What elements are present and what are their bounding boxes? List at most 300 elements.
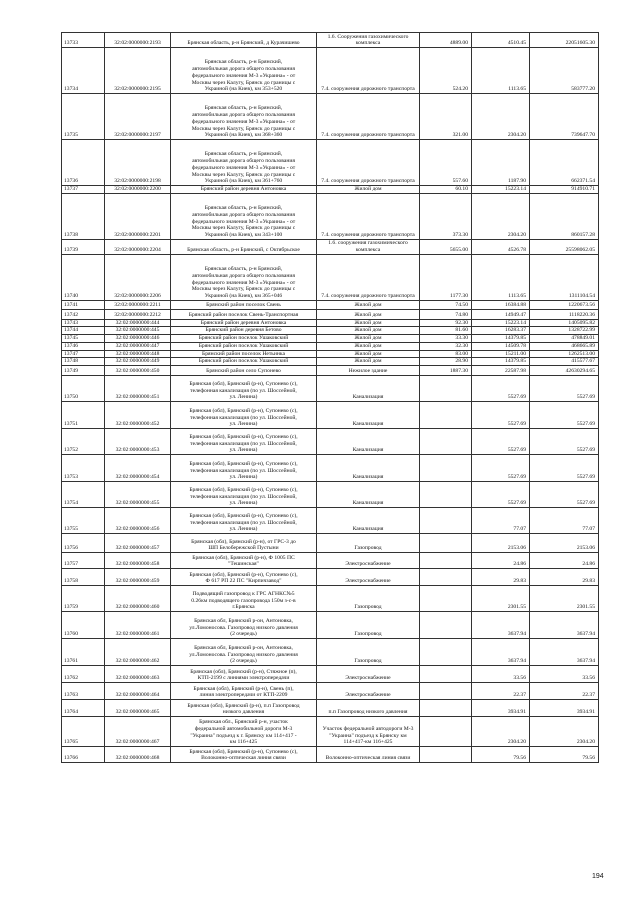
cadastral-value-cell: 739647.70 bbox=[530, 94, 599, 140]
unit-rate-cell: 2301.55 bbox=[472, 585, 530, 611]
address-line: Брянская (обл), Брянский (р-н), от ГРС-3 до bbox=[191, 538, 296, 545]
cadastral-number-cell: 32:02:0000000:447 bbox=[105, 342, 171, 350]
address-line: Брянская обл, Брянский р-он, Антоновка, bbox=[194, 644, 293, 651]
unit-rate-cell: 15223.14 bbox=[472, 186, 530, 194]
table-row bbox=[62, 193, 599, 239]
unit-rate-cell: 16384.88 bbox=[472, 300, 530, 309]
table-row bbox=[62, 585, 599, 611]
cadastral-value-cell: 5527.69 bbox=[530, 428, 599, 454]
address-line: федерального значения М-3 «Украина» - от bbox=[191, 118, 296, 125]
table-row bbox=[62, 533, 599, 552]
cadastral-value-cell: 33.56 bbox=[530, 665, 599, 682]
row-number-cell: 13765 bbox=[62, 716, 105, 746]
cadastral-value-cell: 914910.71 bbox=[530, 186, 599, 194]
cadastral-value-cell: 1311104.54 bbox=[530, 254, 599, 300]
address-line: Москвы через Калугу, Брянск до границы с bbox=[191, 125, 296, 132]
address-line: (2 очередь) bbox=[230, 631, 257, 638]
address-line: автомобильная дорога общего пользования bbox=[192, 158, 295, 165]
table-row bbox=[62, 552, 599, 568]
address-line: "Украина" подъезд к г. Брянску км 114+417 - bbox=[190, 732, 297, 739]
table-row bbox=[62, 342, 599, 350]
table-row bbox=[62, 186, 599, 194]
length-area-cell bbox=[420, 699, 472, 716]
object-type-cell: Канализация bbox=[317, 375, 420, 401]
address-line: автомобильная дорога общего пользования bbox=[192, 211, 295, 218]
address-line: Брянская (обл), Брянский (р-н), Супонево (с), bbox=[189, 433, 298, 440]
row-number-cell: 13741 bbox=[62, 300, 105, 309]
address-cell bbox=[171, 568, 317, 585]
address-line: Брянская область, р-н Брянский, д Курачишево bbox=[187, 40, 300, 47]
address-cell bbox=[171, 611, 317, 638]
address-cell bbox=[171, 239, 317, 254]
cadastral-value-cell: 1262513.00 bbox=[530, 350, 599, 358]
address-line: Брянский район деревня Антоновка bbox=[200, 186, 287, 192]
address-cell bbox=[171, 552, 317, 568]
row-number-cell: 13737 bbox=[62, 186, 105, 194]
length-area-cell: 4889.00 bbox=[420, 33, 472, 48]
address-cell bbox=[171, 350, 317, 358]
cadastral-number-cell: 32:02:0000000:2198 bbox=[105, 140, 171, 186]
address-cell bbox=[171, 682, 317, 699]
length-area-cell bbox=[420, 428, 472, 454]
cadastral-value-cell: 1220673.56 bbox=[530, 300, 599, 309]
address-line: Брянский район поселок Свень bbox=[206, 302, 281, 308]
unit-rate-cell: 15211.00 bbox=[472, 350, 530, 358]
row-number-cell: 13757 bbox=[62, 552, 105, 568]
cadastral-value-cell: 5527.69 bbox=[530, 375, 599, 401]
address-cell bbox=[171, 375, 317, 401]
row-number-cell: 13753 bbox=[62, 454, 105, 481]
unit-rate-cell: 14949.47 bbox=[472, 309, 530, 319]
cadastral-value-cell: 77.07 bbox=[530, 507, 599, 533]
object-type-cell: Газопровод bbox=[317, 638, 420, 665]
cadastral-number-cell: 32:02:0000000:464 bbox=[105, 682, 171, 699]
cadastral-number-cell: 32:02:0000000:2206 bbox=[105, 254, 171, 300]
table-row bbox=[62, 507, 599, 533]
address-line: Брянская (обл), Брянский (р-н), Супонево (с), bbox=[189, 460, 298, 467]
row-number-cell: 13736 bbox=[62, 140, 105, 186]
cadastral-value-cell: 3934.91 bbox=[530, 699, 599, 716]
address-line: Украиной (на Киев), км 368+360 bbox=[204, 132, 283, 139]
row-number-cell: 13766 bbox=[62, 746, 105, 762]
address-line: Волоконно-оптическая линия связи bbox=[201, 755, 286, 762]
row-number-cell: 13743 bbox=[62, 319, 105, 327]
cadastral-number-cell: 32:02:0000000:462 bbox=[105, 638, 171, 665]
length-area-cell bbox=[420, 401, 472, 428]
address-line: Москвы через Калугу, Брянск до границы с bbox=[191, 79, 296, 86]
object-type-cell: Канализация bbox=[317, 401, 420, 428]
cadastral-number-cell: 32:02:0000000:461 bbox=[105, 611, 171, 638]
table-row bbox=[62, 358, 599, 366]
unit-rate-cell: 22587.98 bbox=[472, 365, 530, 375]
row-number-cell: 13755 bbox=[62, 507, 105, 533]
cadastral-number-cell: 32:02:0000000:2193 bbox=[105, 33, 171, 48]
address-line: Брянский район поселок Ушаковский bbox=[198, 335, 289, 342]
table-row bbox=[62, 335, 599, 343]
unit-rate-cell: 5527.69 bbox=[472, 375, 530, 401]
object-type-cell: 7.4. сооружения дорожного транспорта bbox=[317, 193, 420, 239]
object-type-cell: Жилой дом bbox=[317, 309, 420, 319]
document-sheet bbox=[61, 32, 598, 763]
cadastral-number-cell: 32:02:0000000:2211 bbox=[105, 300, 171, 309]
length-area-cell bbox=[420, 665, 472, 682]
cadastral-value-cell: 5527.69 bbox=[530, 401, 599, 428]
object-type-cell: 7.4. сооружения дорожного транспорта bbox=[317, 48, 420, 94]
cadastral-number-cell: 32:02:0000000:449 bbox=[105, 358, 171, 366]
table-row bbox=[62, 309, 599, 319]
address-line: Брянский район поселок Ушаковский bbox=[198, 358, 289, 365]
address-line: Брянская (обл), Брянский (р-н), Супонево (с), bbox=[189, 380, 298, 387]
row-number-cell: 13744 bbox=[62, 327, 105, 335]
address-line: Брянский район поселок Нетьинка bbox=[202, 350, 285, 357]
cadastral-value-cell: 468665.89 bbox=[530, 342, 599, 350]
address-line: ул. Ленина) bbox=[229, 421, 258, 428]
table-row bbox=[62, 682, 599, 699]
length-area-cell: 81.60 bbox=[420, 327, 472, 335]
address-line: Украиной (на Киев), км 365+046 bbox=[204, 293, 283, 299]
length-area-cell: 60.10 bbox=[420, 186, 472, 194]
table-row bbox=[62, 94, 599, 140]
cadastral-value-cell: 24.86 bbox=[530, 552, 599, 568]
row-number-cell: 13747 bbox=[62, 350, 105, 358]
address-line: ул.Ломоносова. Газопровод низкого давления bbox=[189, 624, 298, 631]
table-body bbox=[62, 33, 599, 763]
cadastral-value-cell: 478849.01 bbox=[530, 335, 599, 343]
address-cell bbox=[171, 319, 317, 327]
address-cell bbox=[171, 342, 317, 350]
cadastral-value-cell: 2153.06 bbox=[530, 533, 599, 552]
address-line: федерального значения М-3 «Украина» - от bbox=[191, 164, 296, 171]
row-number-cell: 13742 bbox=[62, 309, 105, 319]
cadastral-value-cell: 25598062.05 bbox=[530, 239, 599, 254]
unit-rate-cell: 5527.69 bbox=[472, 481, 530, 507]
address-cell bbox=[171, 699, 317, 716]
length-area-cell: 32.30 bbox=[420, 342, 472, 350]
table-row bbox=[62, 327, 599, 335]
object-type-cell: Газопровод bbox=[317, 611, 420, 638]
table-row bbox=[62, 48, 599, 94]
address-line: федерального значения М-3 «Украина» - от bbox=[191, 72, 296, 79]
address-cell bbox=[171, 401, 317, 428]
unit-rate-cell: 14379.85 bbox=[472, 335, 530, 343]
cadastral-number-cell: 32:02:0000000:465 bbox=[105, 699, 171, 716]
unit-rate-cell: 2304.20 bbox=[472, 94, 530, 140]
object-type-cell: Газопровод bbox=[317, 585, 420, 611]
row-number-cell: 13749 bbox=[62, 365, 105, 375]
row-number-cell: 13750 bbox=[62, 375, 105, 401]
cadastral-value-cell: 79.56 bbox=[530, 746, 599, 762]
address-line: Брянская (обл), Брянский (р-н), Ф 1005 ПС bbox=[192, 554, 295, 561]
length-area-cell bbox=[420, 552, 472, 568]
address-cell bbox=[171, 358, 317, 366]
table-row bbox=[62, 350, 599, 358]
object-type-cell: Жилой дом bbox=[317, 186, 420, 194]
address-cell bbox=[171, 454, 317, 481]
cadastral-number-cell: 32:02:0000000:452 bbox=[105, 401, 171, 428]
unit-rate-cell: 5527.69 bbox=[472, 401, 530, 428]
length-area-cell bbox=[420, 716, 472, 746]
object-type-cell: Жилой дом bbox=[317, 319, 420, 327]
unit-rate-cell: 2304.20 bbox=[472, 716, 530, 746]
row-number-cell: 13751 bbox=[62, 401, 105, 428]
address-cell bbox=[171, 140, 317, 186]
table-row bbox=[62, 239, 599, 254]
unit-rate-cell: 2153.06 bbox=[472, 533, 530, 552]
object-type-cell: Участок федеральной автодороги М-3 "Украина" подъезд к Брянску км 114+417-км 116+425 bbox=[317, 716, 420, 746]
cadastral-value-cell: 3637.94 bbox=[530, 611, 599, 638]
address-line: КТП-2199 с линиями электропередачи bbox=[197, 675, 290, 682]
cadastral-value-cell: 22051605.30 bbox=[530, 33, 599, 48]
unit-rate-cell: 79.56 bbox=[472, 746, 530, 762]
object-type-cell: Жилой дом bbox=[317, 350, 420, 358]
address-line: г.Брянска bbox=[232, 604, 255, 611]
address-cell bbox=[171, 309, 317, 319]
object-type-cell: Канализация bbox=[317, 481, 420, 507]
row-number-cell: 13752 bbox=[62, 428, 105, 454]
cadastral-value-cell: 22.37 bbox=[530, 682, 599, 699]
address-line: ул. Ленина) bbox=[229, 447, 258, 454]
address-line: телефонная канализация (по ул. Шоссейной, bbox=[190, 467, 297, 474]
unit-rate-cell: 22.37 bbox=[472, 682, 530, 699]
length-area-cell bbox=[420, 746, 472, 762]
unit-rate-cell: 3637.94 bbox=[472, 611, 530, 638]
address-line: Брянская (обл), Брянский (р-н), Супонево (с), bbox=[189, 407, 298, 414]
table-row bbox=[62, 33, 599, 48]
address-cell bbox=[171, 428, 317, 454]
row-number-cell: 13756 bbox=[62, 533, 105, 552]
address-cell bbox=[171, 300, 317, 309]
address-cell bbox=[171, 186, 317, 194]
cadastral-number-cell: 32:02:0000000:451 bbox=[105, 375, 171, 401]
length-area-cell: 74.50 bbox=[420, 300, 472, 309]
table-row bbox=[62, 716, 599, 746]
address-line: автомобильная дорога общего пользования bbox=[192, 66, 295, 73]
unit-rate-cell: 5527.69 bbox=[472, 454, 530, 481]
unit-rate-cell: 4526.78 bbox=[472, 239, 530, 254]
page-number: 194 bbox=[592, 873, 604, 880]
object-type-cell: п.п Газопровод низкого давления bbox=[317, 699, 420, 716]
address-line: Брянская (обл), Брянский (р-н), Супонево (с), bbox=[189, 571, 298, 578]
address-line: автомобильная дорога общего пользования bbox=[192, 112, 295, 119]
address-line: Брянская обл., Брянский р-н, участок bbox=[199, 719, 288, 726]
unit-rate-cell: 1113.65 bbox=[472, 254, 530, 300]
cadastral-number-cell: 32:02:0000000:455 bbox=[105, 481, 171, 507]
length-area-cell bbox=[420, 682, 472, 699]
unit-rate-cell: 2304.20 bbox=[472, 193, 530, 239]
address-line: км 116+425 bbox=[229, 739, 258, 746]
cadastral-value-cell: 1118220.36 bbox=[530, 309, 599, 319]
cadastral-number-cell: 32:02:0000000:453 bbox=[105, 428, 171, 454]
row-number-cell: 13739 bbox=[62, 239, 105, 254]
cadastral-number-cell: 32:02:0000000:448 bbox=[105, 350, 171, 358]
address-cell bbox=[171, 335, 317, 343]
row-number-cell: 13746 bbox=[62, 342, 105, 350]
unit-rate-cell: 16283.37 bbox=[472, 327, 530, 335]
address-cell bbox=[171, 327, 317, 335]
cadastral-number-cell: 32:02:0000000:457 bbox=[105, 533, 171, 552]
row-number-cell: 13734 bbox=[62, 48, 105, 94]
address-line: низкого давления bbox=[222, 709, 265, 716]
object-type-cell: Жилой дом bbox=[317, 335, 420, 343]
cadastral-number-cell: 32:02:0000000:459 bbox=[105, 568, 171, 585]
cadastral-value-cell: 5527.69 bbox=[530, 481, 599, 507]
address-line: ул. Ленина) bbox=[229, 474, 258, 481]
row-number-cell: 13733 bbox=[62, 33, 105, 48]
address-cell bbox=[171, 193, 317, 239]
length-area-cell bbox=[420, 454, 472, 481]
cadastral-value-cell: 662371.54 bbox=[530, 140, 599, 186]
length-area-cell: 321.00 bbox=[420, 94, 472, 140]
address-line: Украиной (на Киев), км 343+100 bbox=[204, 232, 283, 238]
object-type-cell: Жилой дом bbox=[317, 358, 420, 366]
cadastral-value-cell: 1328722.99 bbox=[530, 327, 599, 335]
row-number-cell: 13761 bbox=[62, 638, 105, 665]
length-area-cell: 524.20 bbox=[420, 48, 472, 94]
address-cell bbox=[171, 365, 317, 375]
cadastral-value-cell: 583777.20 bbox=[530, 48, 599, 94]
table-row bbox=[62, 611, 599, 638]
object-type-cell: Жилой дом bbox=[317, 327, 420, 335]
table-row bbox=[62, 428, 599, 454]
object-type-cell: 7.4. сооружения дорожного транспорта bbox=[317, 254, 420, 300]
address-line: Брянская область, р-н Брянский, bbox=[204, 205, 283, 212]
object-type-cell: 7.4. сооружения дорожного транспорта bbox=[317, 140, 420, 186]
object-type-cell: Канализация bbox=[317, 507, 420, 533]
cadastral-number-cell: 32:02:0000000:450 bbox=[105, 365, 171, 375]
table-row bbox=[62, 665, 599, 682]
object-type-cell: Электроснабжение bbox=[317, 552, 420, 568]
unit-rate-cell: 3637.94 bbox=[472, 638, 530, 665]
object-type-cell: 7.4. сооружения дорожного транспорта bbox=[317, 94, 420, 140]
object-type-cell: 1.6. Сооружения газохимического комплекса bbox=[317, 33, 420, 48]
row-number-cell: 13745 bbox=[62, 335, 105, 343]
cadastral-number-cell: 32:02:0000000:445 bbox=[105, 327, 171, 335]
table-row bbox=[62, 481, 599, 507]
length-area-cell: 1887.30 bbox=[420, 365, 472, 375]
cadastral-value-cell: 415577.67 bbox=[530, 358, 599, 366]
unit-rate-cell: 1113.65 bbox=[472, 48, 530, 94]
row-number-cell: 13738 bbox=[62, 193, 105, 239]
length-area-cell bbox=[420, 375, 472, 401]
length-area-cell bbox=[420, 507, 472, 533]
cadastral-value-cell: 5527.69 bbox=[530, 454, 599, 481]
object-type-cell: Волоконно-оптическая линия связи bbox=[317, 746, 420, 762]
address-line: Брянская область, р-н Брянский, с Октябрьское bbox=[187, 247, 300, 253]
address-line: Украиной (на Киев), км 361+760 bbox=[204, 178, 283, 185]
length-area-cell bbox=[420, 533, 472, 552]
address-line: Брянская (обл), Брянский (р-н), Супонево (с), bbox=[189, 748, 298, 755]
address-cell bbox=[171, 507, 317, 533]
address-line: Брянский район поселок Ушаковский bbox=[198, 342, 289, 349]
unit-rate-cell: 3934.91 bbox=[472, 699, 530, 716]
address-line: (2 очередь) bbox=[230, 658, 257, 665]
address-line: Брянская область, р-н Брянский, bbox=[204, 105, 283, 112]
unit-rate-cell: 14509.78 bbox=[472, 342, 530, 350]
address-line: телефонная канализация (по ул. Шоссейной, bbox=[190, 387, 297, 394]
cadastral-number-cell: 32:02:0000000:444 bbox=[105, 319, 171, 327]
length-area-cell: 1177.30 bbox=[420, 254, 472, 300]
address-line: Брянская (обл), Брянский (р-н), Стяжное (п), bbox=[190, 668, 297, 675]
length-area-cell: 28.90 bbox=[420, 358, 472, 366]
address-cell bbox=[171, 33, 317, 48]
length-area-cell bbox=[420, 638, 472, 665]
unit-rate-cell: 33.56 bbox=[472, 665, 530, 682]
object-type-cell: Жилой дом bbox=[317, 300, 420, 309]
table-row bbox=[62, 319, 599, 327]
cadastral-value-cell: 42630294.65 bbox=[530, 365, 599, 375]
table-row bbox=[62, 699, 599, 716]
address-line: Брянский район поселок Свень-Транспортная bbox=[188, 312, 299, 318]
table-row bbox=[62, 568, 599, 585]
address-line: Брянский район деревня Антоновка bbox=[200, 319, 287, 326]
cadastral-number-cell: 32:02:0000000:2200 bbox=[105, 186, 171, 194]
unit-rate-cell: 24.86 bbox=[472, 552, 530, 568]
cadastral-number-cell: 32:02:0000000:2197 bbox=[105, 94, 171, 140]
address-line: ул. Ленина) bbox=[229, 394, 258, 401]
cadastral-value-cell: 2304.20 bbox=[530, 716, 599, 746]
address-cell bbox=[171, 254, 317, 300]
length-area-cell: 557.60 bbox=[420, 140, 472, 186]
cadastral-number-cell: 32:02:0000000:467 bbox=[105, 716, 171, 746]
address-line: телефонная канализация (по ул. Шоссейной, bbox=[190, 414, 297, 421]
address-line: Брянская (обл), Брянский (р-н), Свень (п), bbox=[193, 685, 294, 692]
row-number-cell: 13758 bbox=[62, 568, 105, 585]
address-cell bbox=[171, 585, 317, 611]
row-number-cell: 13740 bbox=[62, 254, 105, 300]
length-area-cell bbox=[420, 611, 472, 638]
length-area-cell: 33.30 bbox=[420, 335, 472, 343]
address-line: Брянская (обл), Брянский (р-н), Супонево (с), bbox=[189, 512, 298, 519]
unit-rate-cell: 14379.85 bbox=[472, 358, 530, 366]
address-line: Брянская область, р-н Брянский, bbox=[204, 151, 283, 158]
unit-rate-cell: 1187.90 bbox=[472, 140, 530, 186]
table-row bbox=[62, 454, 599, 481]
cadastral-number-cell: 32:02:0000000:468 bbox=[105, 746, 171, 762]
unit-rate-cell: 15223.14 bbox=[472, 319, 530, 327]
address-line: федеральной автомобильной дороги М-3 bbox=[194, 725, 293, 732]
address-line: федерального значения М-3 «Украина» - от bbox=[191, 279, 296, 286]
address-line: Москвы через Калугу, Брянск до границы с bbox=[191, 171, 296, 178]
address-line: Брянская область, р-н Брянский, bbox=[204, 266, 283, 273]
address-cell bbox=[171, 665, 317, 682]
address-line: Москвы через Калугу, Брянск до границы с bbox=[191, 225, 296, 232]
address-line: ул. Ленина) bbox=[229, 526, 258, 533]
row-number-cell: 13762 bbox=[62, 665, 105, 682]
address-line: федерального значения М-3 «Украина» - от bbox=[191, 218, 296, 225]
address-line: Брянский район деревня Бетово bbox=[205, 327, 282, 334]
address-line: Ф 617 РП 22 ПС "Кирпичзавод" bbox=[205, 578, 282, 585]
object-type-cell: Электроснабжение bbox=[317, 665, 420, 682]
length-area-cell bbox=[420, 568, 472, 585]
table-row bbox=[62, 300, 599, 309]
cadastral-number-cell: 32:02:0000000:2212 bbox=[105, 309, 171, 319]
cadastral-number-cell: 32:02:0000000:456 bbox=[105, 507, 171, 533]
address-cell bbox=[171, 94, 317, 140]
length-area-cell bbox=[420, 585, 472, 611]
length-area-cell: 83.00 bbox=[420, 350, 472, 358]
cadastral-number-cell: 32:02:0000000:2201 bbox=[105, 193, 171, 239]
object-type-cell: Газопровод bbox=[317, 533, 420, 552]
address-line: линия электропередачи от КТП-2209 bbox=[199, 692, 288, 699]
address-line: автомобильная дорога общего пользования bbox=[192, 272, 295, 279]
row-number-cell: 13735 bbox=[62, 94, 105, 140]
unit-rate-cell: 5527.69 bbox=[472, 428, 530, 454]
row-number-cell: 13754 bbox=[62, 481, 105, 507]
cadastral-number-cell: 32:02:0000000:454 bbox=[105, 454, 171, 481]
cadastral-number-cell: 32:02:0000000:2204 bbox=[105, 239, 171, 254]
address-line: Брянская (обл), Брянский (р-н), Супонево (с), bbox=[189, 486, 298, 493]
table-row bbox=[62, 254, 599, 300]
